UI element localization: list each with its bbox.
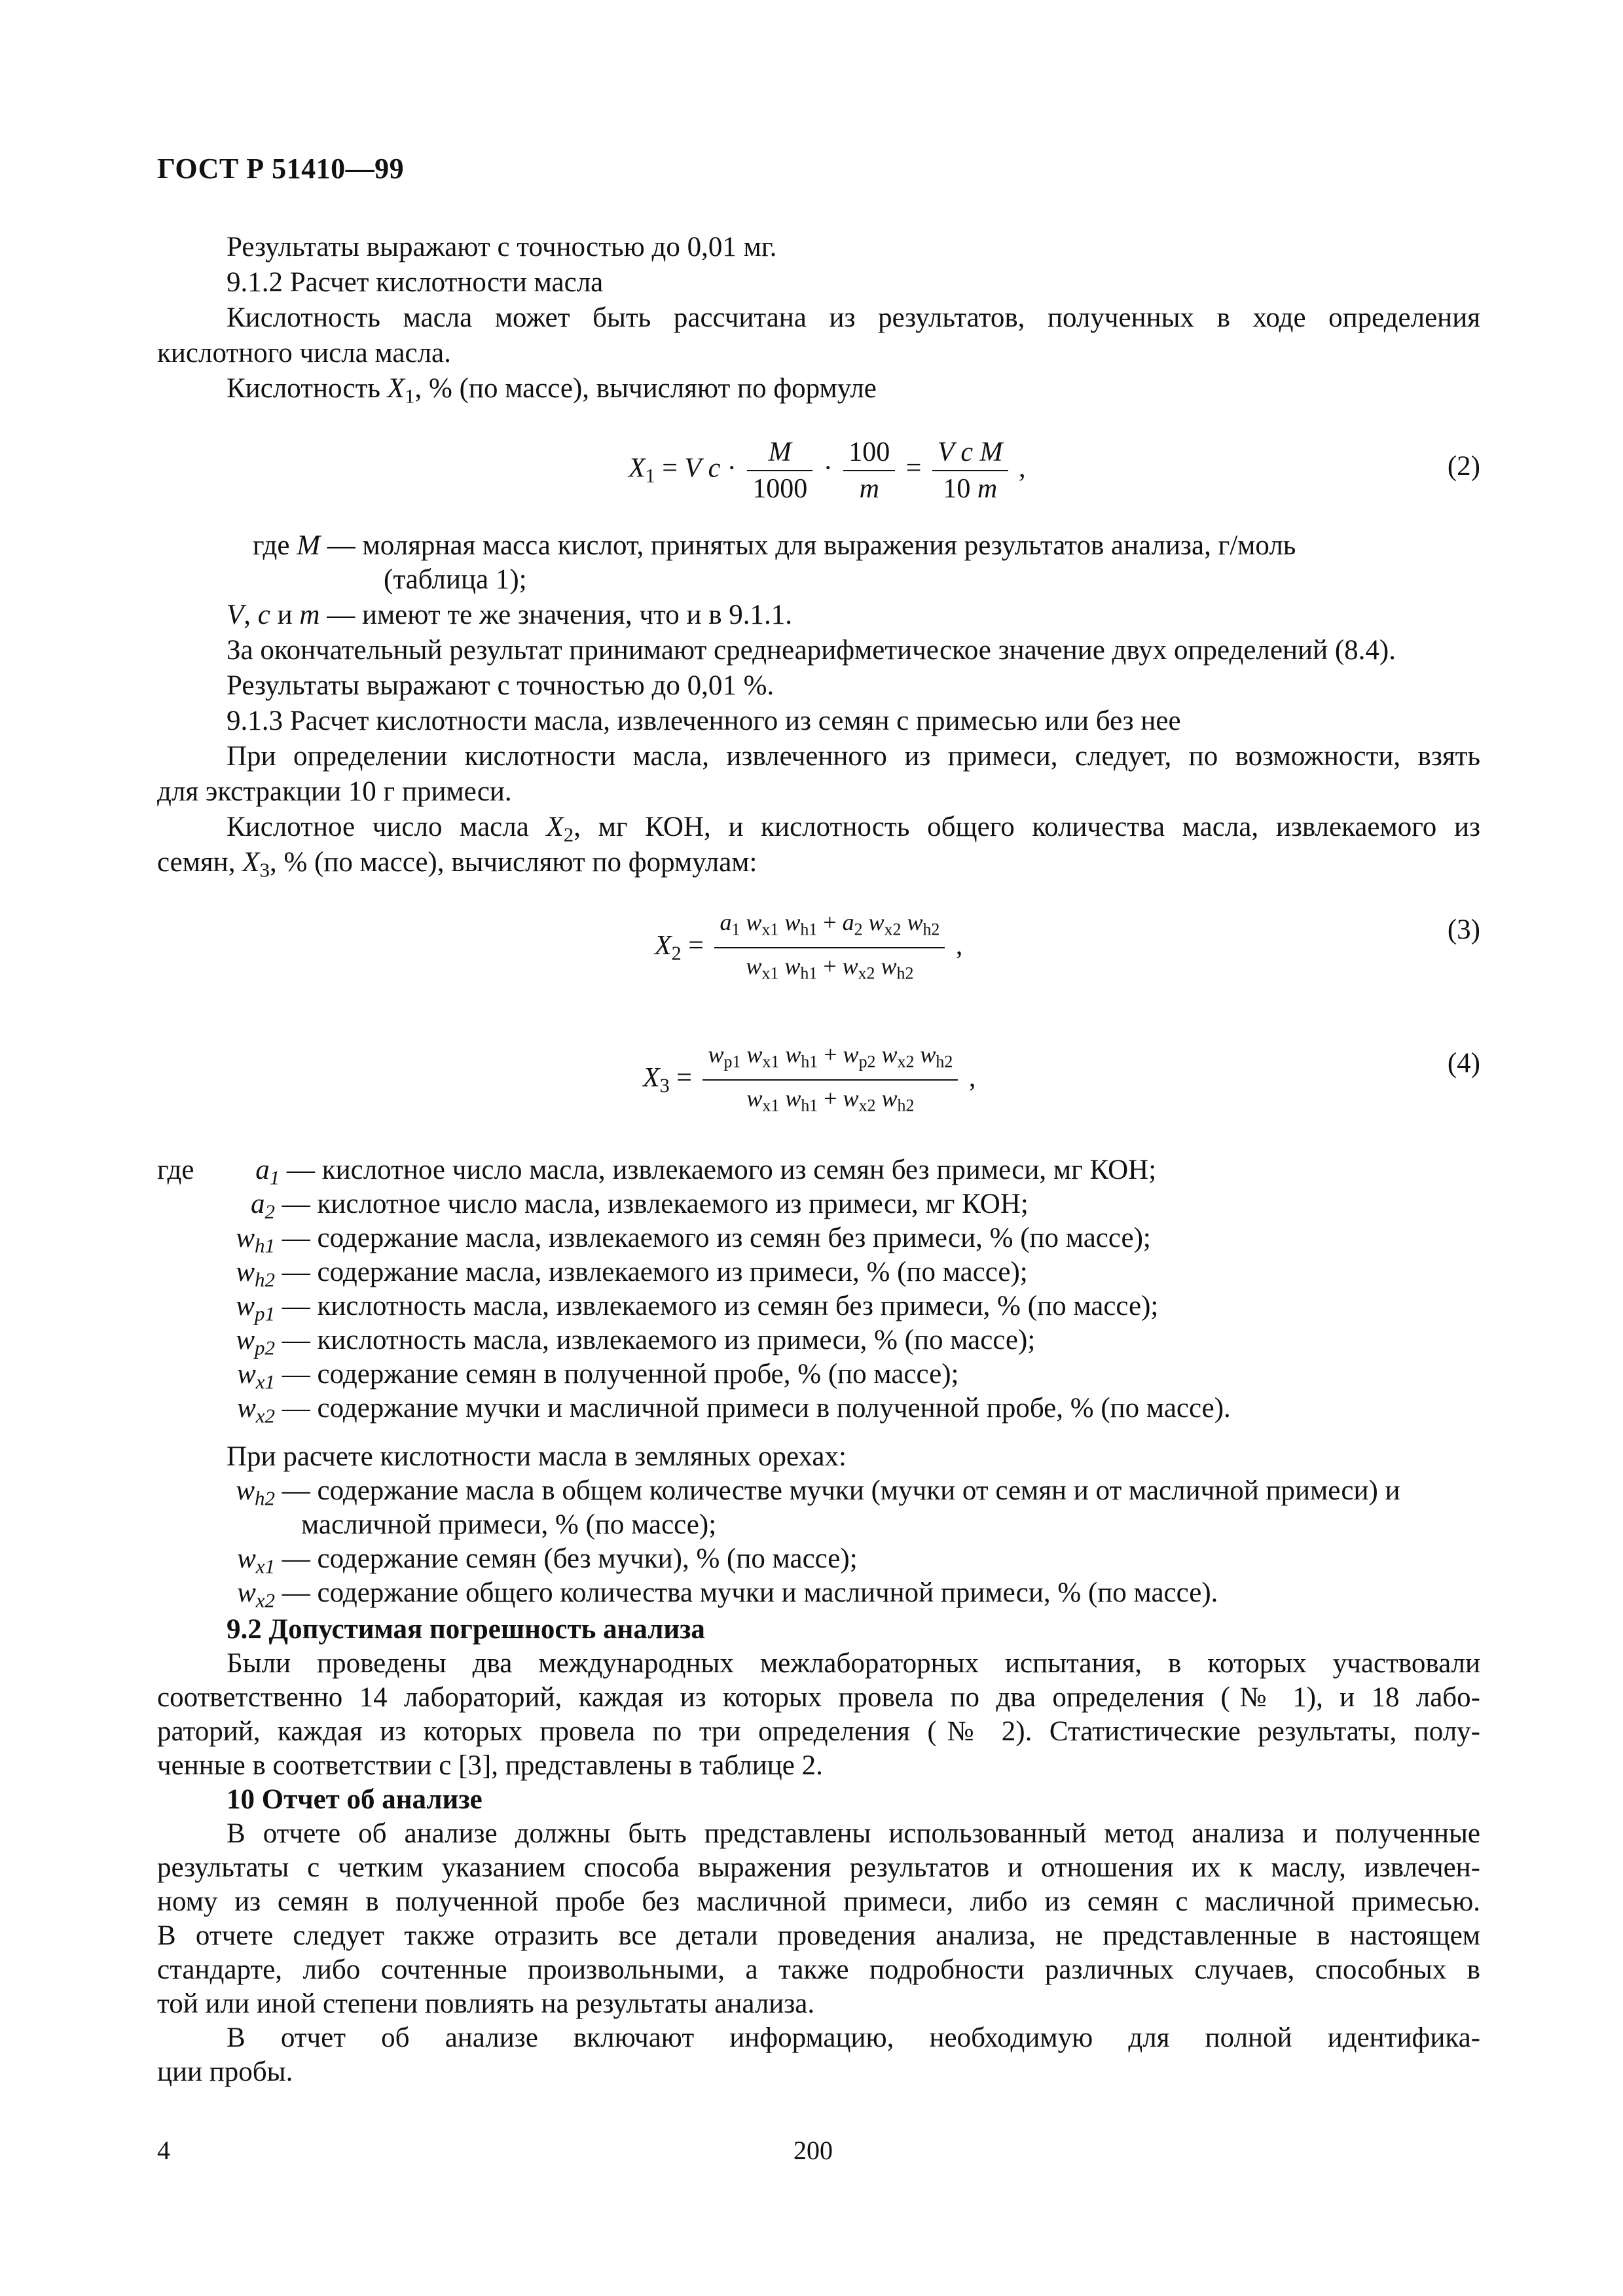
equation-number: (2) (1447, 451, 1480, 482)
definition-item: $w_{x1}$ — содержание семян (без мучки), % (по массе); (237, 1543, 858, 1578)
paragraph-line: ченные в соответствии с [3], представлены в таблице 2. (157, 1750, 823, 1781)
paragraph-line: стандарте, либо сочтенные произвольными, а также подробности различных случаев, способных в (157, 1954, 1480, 1985)
paragraph: Кислотное число масла $X_2$, мг КОН, и кислотность общего количества масла, извлекаемого из (227, 812, 1480, 846)
paragraph: для экстракции 10 г примеси. (157, 776, 512, 807)
paragraph: Результаты выражают с точностью до 0,01 мг. (227, 232, 777, 262)
paragraph: семян, $X_3$, % (по массе), вычисляют по формулам: (157, 847, 757, 882)
paragraph-line: соответственно 14 лабораторий, каждая из которых провела по два определения (№ 1), и 18 лабо- (157, 1682, 1480, 1713)
paragraph-line: В отчет об анализе включают информацию, необходимую для полной идентифика- (227, 2022, 1480, 2053)
definition-item-cont: масличной примеси, % (по массе); (301, 1509, 717, 1540)
definition-item: $w_{h1}$ — содержание масла, извлекаемого из семян без примеси, % (по массе); (236, 1223, 1151, 1257)
section-heading-9-1-3: 9.1.3 Расчет кислотности масла, извлеченного из семян с примесью или без нее (227, 706, 1181, 736)
paragraph: кислотного числа масла. (157, 338, 451, 368)
paragraph-line: раторий, каждая из которых провела по три определения (№ 2). Статистические результаты, полу- (157, 1716, 1480, 1747)
definition-M-cont: (таблица 1); (384, 564, 527, 595)
paragraph-line: В отчете об анализе должны быть представлены использованный метод анализа и полученные (227, 1818, 1480, 1849)
formula-2: $X_1 = V$ c · $\frac{M}{1000}$ · $\frac{100}{m}$ = $\frac{\text{V c M}}{10 m}$ , (629, 437, 1026, 504)
definition-item: $w_{x2}$ — содержание общего количества мучки и масличной примеси, % (по массе). (237, 1577, 1218, 1612)
paragraph: Результаты выражают с точностью до 0,01 %. (227, 670, 775, 701)
equation-number: (4) (1447, 1048, 1480, 1079)
paragraph: Кислотность масла может быть рассчитана из результатов, полученных в ходе определения (227, 302, 1480, 333)
definition-item: $w_{h2}$ — содержание масла в общем количестве мучки (мучки от семян и от масличной примеси) и (236, 1475, 1400, 1510)
definition-vcm: V, c и m — имеют те же значения, что и в 9.1.1. (227, 600, 793, 630)
page-number-left: 4 (157, 2136, 170, 2165)
definition-item: $a_2$ — кислотное число масла, извлекаемого из примеси, мг КОН; (251, 1189, 1029, 1223)
paragraph-line: результаты с четким указанием способа выражения результатов и отношения их к маслу, извлечен- (157, 1852, 1480, 1883)
page-number-center: 200 (793, 2136, 833, 2165)
formula-3: $X_2$ = $\frac{a_1 w_{x1} w_{h1} + a_2 w_{x2} w_{h2}}{w_{x1} w_{h1} + w_{x2} w_{h2}}$ , (655, 907, 962, 989)
paragraph-line: той или иной степени повлиять на результаты анализа. (157, 1988, 815, 2019)
definition-item: $w_{h2}$ — содержание масла, извлекаемого из примеси, % (по массе); (236, 1257, 1028, 1291)
paragraph: При расчете кислотности масла в земляных орехах: (227, 1441, 847, 1472)
definition-item: $w_{p1}$ — кислотность масла, извлекаемого из семян без примеси, % (по массе); (236, 1291, 1159, 1325)
definition-item: $w_{p2}$ — кислотность масла, извлекаемого из примеси, % (по массе); (236, 1325, 1036, 1359)
section-heading-9-2: 9.2 Допустимая погрешность анализа (227, 1614, 705, 1645)
definition-item: $w_{x1}$ — содержание семян в полученной пробе, % (по массе); (237, 1359, 959, 1393)
paragraph: При определении кислотности масла, извлеченного из примеси, следует, по возможности, взять (227, 741, 1480, 772)
document-code-header: ГОСТ Р 51410—99 (157, 152, 405, 185)
definition-M: где M — молярная масса кислот, принятых для выражения результатов анализа, г/моль (253, 530, 1296, 561)
paragraph-line: В отчете следует также отразить все детали проведения анализа, не представленные в настоящем (157, 1920, 1480, 1951)
definition-item: где $a_1$ — кислотное число масла, извлекаемого из семян без примеси, мг КОН; (157, 1155, 1157, 1189)
paragraph: Кислотность $X_1$, % (по массе), вычисляют по формуле (227, 373, 877, 408)
paragraph-line: ному из семян в полученной пробе без масличной примеси, либо из семян с масличной примесью. (157, 1886, 1480, 1917)
definition-item: $w_{x2}$ — содержание мучки и масличной примеси в полученной пробе, % (по массе). (237, 1393, 1231, 1427)
equation-number: (3) (1447, 914, 1480, 945)
section-heading-9-1-2: 9.1.2 Расчет кислотности масла (227, 267, 604, 298)
paragraph: За окончательный результат принимают среднеарифметическое значение двух определений (8.4). (227, 635, 1396, 666)
section-heading-10: 10 Отчет об анализе (227, 1784, 483, 1815)
formula-4: $X_3$ = $\frac{w_{p1} w_{x1} w_{h1} + w_{p2} w_{x2} w_{h2}}{w_{x1} w_{h1} + w_{x2} w_{h2}}$ , (643, 1039, 976, 1121)
paragraph-line: ции пробы. (157, 2056, 293, 2087)
paragraph-line: Были проведены два международных межлабораторных испытания, в которых участвовали (227, 1648, 1480, 1679)
